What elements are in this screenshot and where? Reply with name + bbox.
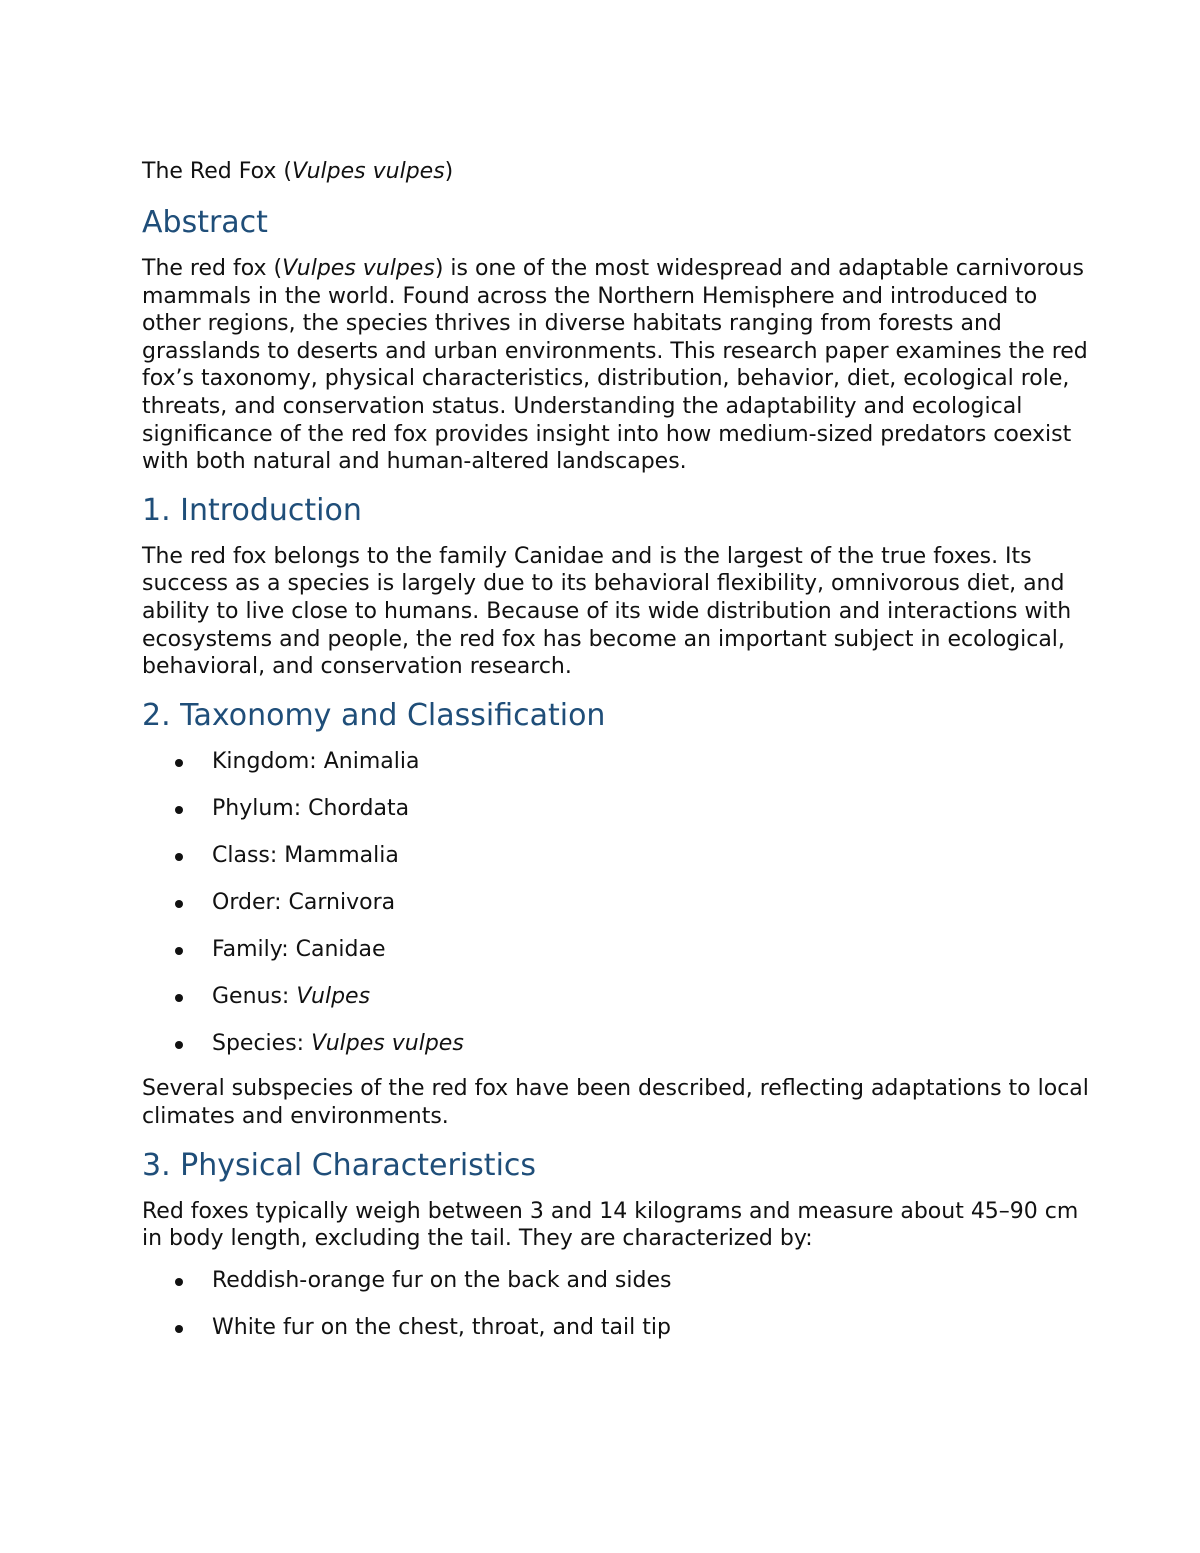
trait-text: White fur on the chest, throat, and tail tip [212,1314,671,1340]
taxonomy-value: Canidae [295,937,386,963]
list-item [142,1030,1102,1058]
bullet-icon [175,1325,183,1333]
title-species-name: Vulpes vulpes [291,159,445,184]
introduction-paragraph: The red fox belongs to the family Canidae and is the largest of the true foxes. Its success as a species is largely due to its behavioral flexibility, omnivorous diet, and ability to live close to humans. Because of its wide distribution and interactions with ecosystems and people, the red fox has become an important subject in ecological, behavioral, and conservation research. [142,543,1072,680]
physical-traits-list [142,1267,1102,1342]
taxonomy-label: Species: [212,1031,312,1057]
list-item [142,748,1102,776]
subspecies-paragraph: Several subspecies of the red fox have been described, reflecting adaptations to local climates and environments. [142,1076,1089,1129]
bullet-icon [175,806,183,814]
introduction-heading: 1. Introduction [142,492,362,528]
abstract-species-name: Vulpes vulpes [282,256,435,281]
bullet-icon [175,1041,183,1049]
list-item [142,795,1102,823]
bullet-icon [175,994,183,1002]
abstract-paragraph [142,255,1102,476]
title-suffix: ) [444,159,454,184]
bullet-icon [175,947,183,955]
bullet-icon [175,853,183,861]
taxonomy-label: Phylum: [212,795,309,821]
bullet-icon [175,759,183,767]
list-item [142,889,1102,917]
title-prefix: The Red Fox ( [142,159,292,184]
taxonomy-value: Mammalia [284,842,399,868]
taxonomy-label: Class: [212,842,285,868]
taxonomy-value: Animalia [323,748,420,774]
taxonomy-label: Order: [212,890,289,915]
taxonomy-value: Chordata [308,795,410,821]
taxonomy-value: Carnivora [288,890,396,915]
physical-heading: 3. Physical Characteristics [142,1147,537,1183]
taxonomy-list [142,748,1102,1058]
list-item [142,1267,1102,1295]
abstract-prefix: The red fox ( [142,256,283,281]
list-item [142,936,1102,964]
document-title [142,156,1102,188]
physical-paragraph: Red foxes typically weigh between 3 and 14 kilograms and measure about 45–90 cm in body length, excluding the tail. They are characterized by: [142,1198,1079,1252]
taxonomy-value: Vulpes [296,984,371,1010]
taxonomy-label: Family: [212,937,296,963]
bullet-icon [175,1278,183,1286]
document-page [142,156,1102,1361]
taxonomy-label: Kingdom: [212,748,324,774]
list-item [142,983,1102,1011]
abstract-body: ) is one of the most widespread and adaptable carnivorous mammals in the world. Found across the Northern Hemisphere and introduced to other regions, the species thrives in diverse habitats ranging from forests and grasslands to deserts and urban environments. This research paper examines the red fox’s taxonomy, physical characteristics, distribution, behavior, diet, ecological role, threats, and conservation status. Understanding the adaptability and ecological significance of the red fox provides insight into how medium-sized predators coexist with both natural and human-altered landscapes. [142,256,1088,475]
taxonomy-heading: 2. Taxonomy and Classification [142,697,606,733]
bullet-icon [175,900,183,908]
list-item [142,842,1102,870]
taxonomy-label: Genus: [212,984,297,1010]
taxonomy-value: Vulpes vulpes [311,1031,464,1057]
abstract-heading: Abstract [142,205,268,240]
trait-text: Reddish-orange fur on the back and sides [212,1267,672,1293]
list-item [142,1314,1102,1342]
